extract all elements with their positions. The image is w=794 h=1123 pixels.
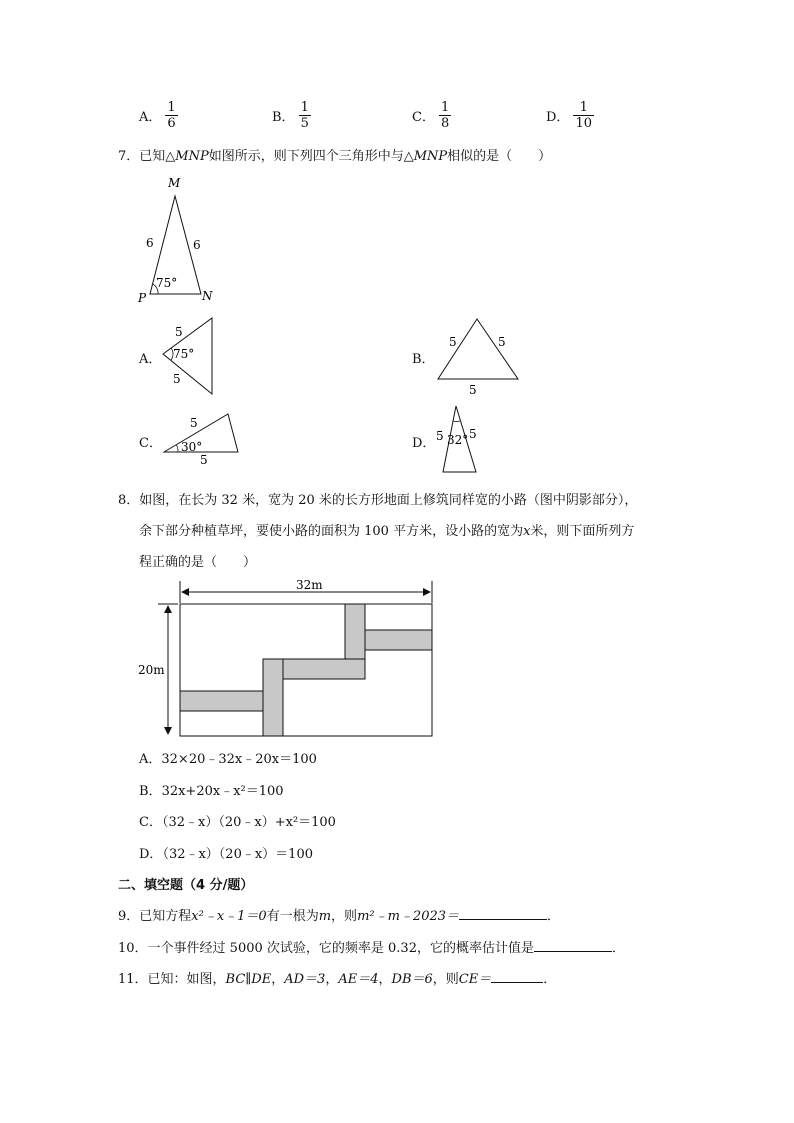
angle-arc — [177, 445, 179, 452]
side-label-left: 6 — [146, 236, 154, 250]
answer-blank[interactable] — [534, 937, 612, 952]
path-segment — [365, 630, 432, 650]
q6-option-c: C． $\frac{1}{8}$ — [412, 100, 450, 131]
q6-option-d: D． $\frac{1}{10}$ — [546, 100, 592, 131]
fraction: $\frac{1}{10}$ — [575, 100, 592, 131]
q7-option-a-triangle — [155, 314, 225, 398]
side-label: 5 — [498, 335, 506, 349]
side-label: 5 — [436, 429, 444, 443]
angle-label: 75° — [173, 347, 195, 361]
fraction: $\frac{1}{5}$ — [300, 100, 309, 131]
q7-stem: 7．已知△MNP如图所示，则下列四个三角形中与△MNP相似的是（ ） — [118, 149, 552, 164]
q7-triangle-mnp — [130, 172, 230, 307]
angle-label: 32° — [447, 433, 469, 447]
q7-option-d-triangle — [430, 400, 490, 476]
fraction: $\frac{1}{6}$ — [167, 100, 176, 131]
side-label: 5 — [173, 372, 181, 386]
side-label: 5 — [449, 335, 457, 349]
angle-label: 30° — [181, 440, 203, 454]
side-label: 5 — [200, 453, 208, 467]
q6-option-b: B． $\frac{1}{5}$ — [272, 100, 309, 131]
path-segment — [283, 659, 365, 679]
q7-option-a-label: A． — [139, 352, 162, 367]
q7-option-c-triangle — [158, 408, 248, 468]
q8-option-b: B．32x+20x﹣x²＝100 — [139, 784, 284, 799]
q8-figure — [130, 576, 445, 742]
path-segment — [263, 659, 283, 736]
label-m: M — [168, 176, 181, 190]
width-label: 32m — [296, 578, 323, 592]
fraction: $\frac{1}{8}$ — [440, 100, 450, 131]
answer-blank[interactable] — [491, 968, 543, 983]
angle-label: 75° — [156, 276, 178, 290]
path-segment — [345, 604, 365, 659]
label-p: P — [138, 291, 147, 305]
side-label: 5 — [469, 427, 477, 441]
q8-stem-line2: 余下部分种植草坪，要使小路的面积为 100 平方米，设小路的宽为x米，则下面所列方 — [139, 524, 635, 539]
q10: 10．一个事件经过 5000 次试验，它的频率是 0.32，它的概率估计值是 ． — [118, 937, 625, 956]
side-label: 5 — [190, 416, 198, 430]
side-label: 5 — [175, 325, 183, 339]
q8-option-d: D．（32﹣x）（20﹣x）＝100 — [139, 847, 313, 862]
triangle-shape — [438, 319, 518, 379]
q7-option-b-triangle — [430, 314, 530, 396]
side-label: 5 — [469, 383, 477, 396]
q11: 11．已知：如图，BC∥DE，AD＝3，AE＝4，DB＝6，则CE＝ ． — [118, 968, 556, 987]
q8-option-a: A．32×20﹣32x﹣20x＝100 — [139, 752, 317, 767]
q7-option-c-label: C． — [139, 436, 162, 451]
height-label: 20m — [138, 663, 165, 677]
q8-stem-line3: 程正确的是（ ） — [139, 555, 257, 570]
q7-option-d-label: D． — [412, 436, 436, 451]
q8-option-c: C．（32﹣x）（20﹣x）+x²＝100 — [139, 815, 336, 830]
label-n: N — [202, 289, 213, 303]
side-label-right: 6 — [193, 238, 201, 252]
answer-blank[interactable] — [459, 905, 547, 920]
q8-stem-line1: 8．如图，在长为 32 米，宽为 20 米的长方形地面上修筑同样宽的小路（图中阴影部分）， — [118, 493, 638, 508]
q6-option-a: A． $\frac{1}{6}$ — [139, 100, 176, 131]
q7-option-b-label: B． — [412, 352, 435, 367]
q9: 9．已知方程x²﹣x﹣1＝0有一根为m，则m²﹣m﹣2023＝ ． — [118, 905, 560, 924]
section-heading: 二、填空题（4 分/题） — [118, 878, 254, 893]
path-segment — [180, 691, 263, 711]
